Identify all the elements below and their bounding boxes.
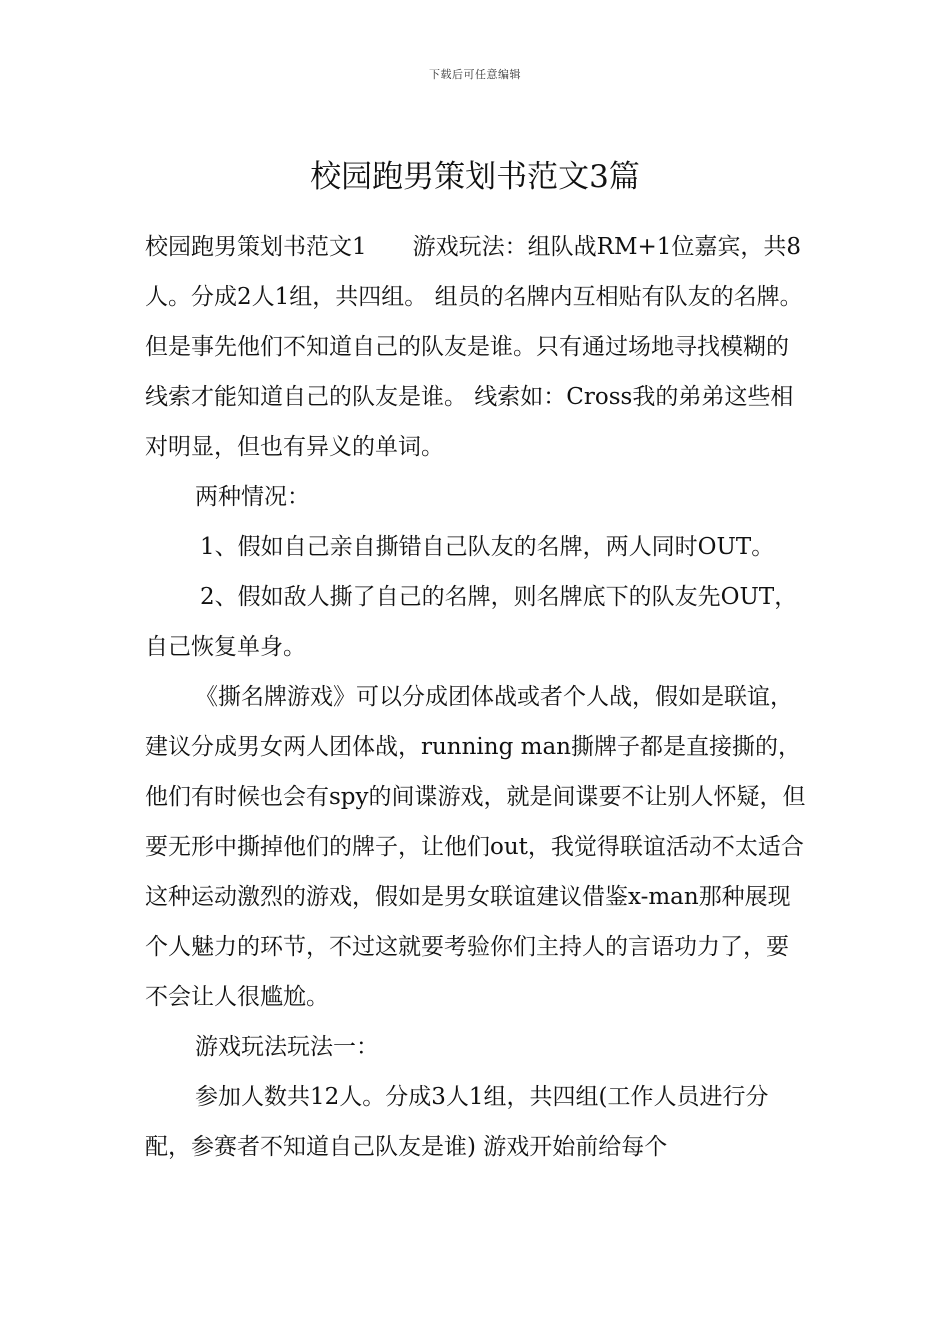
document-title: 校园跑男策划书范文3篇 [310, 158, 640, 195]
paragraph-gameplay-heading: 游戏玩法玩法一： [195, 1034, 379, 1060]
paragraph-intro: 校园跑男策划书范文1 游戏玩法：组队战RM+1位嘉宾，共8人。分成2人1组，共四组。 组员的名牌内互相贴有队友的名牌。但是事先他们不知道自己的队友是谁。只有通过场地寻找模糊的线索才能知道自己的队友是谁。 线索如：Cross我的弟弟这些相对明显，但也有异义的单词。 [145, 234, 803, 460]
paragraph-name-tag-game: 《撕名牌游戏》可以分成团体战或者个人战，假如是联谊，建议分成男女两人团体战，running man撕牌子都是直接撕的，他们有时候也会有spy的间谍游戏，就是间谍要不让别人怀疑，但要无形中撕掉他们的牌子，让他们out，我觉得联谊活动不太适合这种运动激烈的游戏，假如是男女联谊建议借鉴x-man那种展现个人魅力的环节，不过这就要考验你们主持人的言语功力了，要不会让人很尴尬。 [145, 684, 806, 1010]
paragraph-case-2: 2、假如敌人撕了自己的名牌，则名牌底下的队友先OUT，自己恢复单身。 [145, 584, 798, 660]
paragraph-gameplay-one: 参加人数共12人。分成3人1组，共四组(工作人员进行分配，参赛者不知道自己队友是谁) 游戏开始前给每个 [145, 1084, 769, 1160]
header-note: 下载后可任意编辑 [429, 68, 521, 81]
document-body [145, 222, 810, 1172]
paragraph-case-1: 1、假如自己亲自撕错自己队友的名牌，两人同时OUT。 [200, 534, 775, 560]
paragraph-two-cases: 两种情况： [195, 484, 310, 510]
